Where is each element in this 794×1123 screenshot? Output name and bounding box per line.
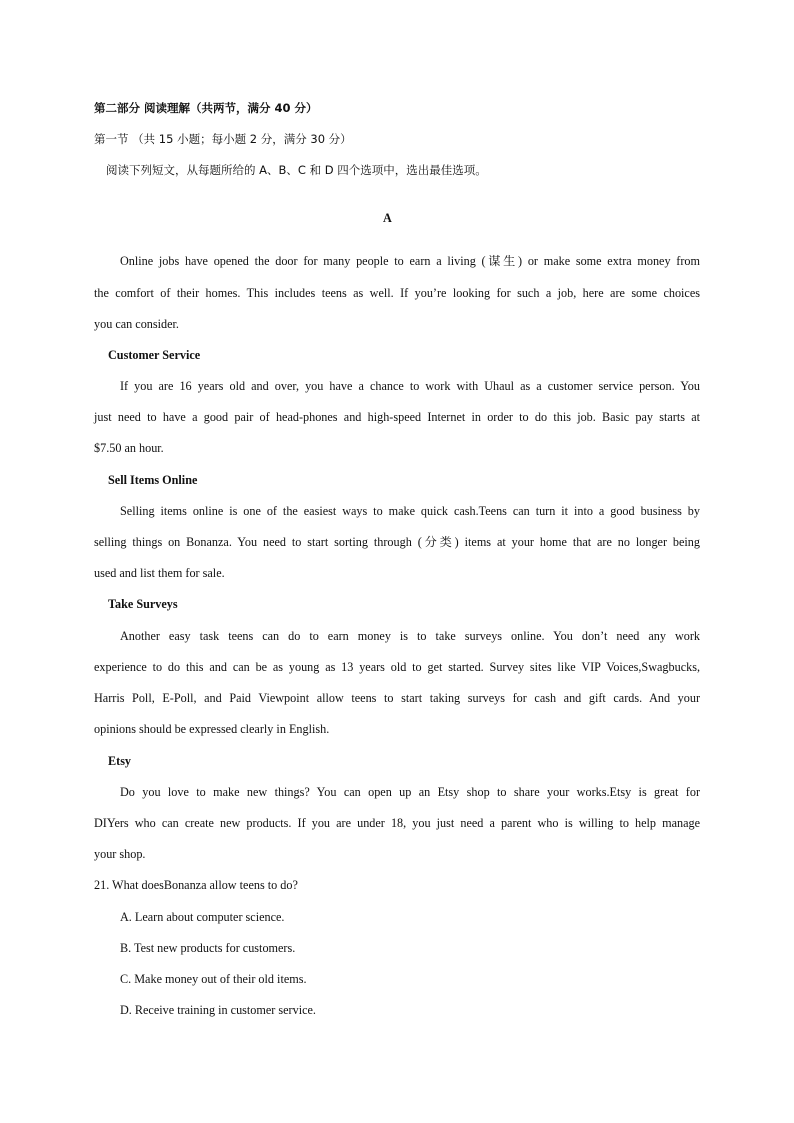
sell-items-line-2: selling things on Bonanza. You need to start sorting through (分类) items at your home that are no longer being xyxy=(94,535,700,549)
customer-service-line-1: If you are 16 years old and over, you have a chance to work with Uhaul as a customer service person. You xyxy=(120,379,700,393)
customer-service-line-2: just need to have a good pair of head-phones and high-speed Internet in order to do this job. Basic pay starts at xyxy=(94,410,700,424)
sell-items-line-3: used and list them for sale. xyxy=(94,566,225,580)
instruction: 阅读下列短文，从每题所给的 A、B、C 和 D 四个选项中，选出最佳选项。 xyxy=(106,163,487,177)
option-d: D. Receive training in customer service. xyxy=(120,1003,316,1017)
surveys-line-2: experience to do this and can be as young as 13 years old to get started. Survey sites like VIP Voices,Swagbucks, xyxy=(94,660,700,674)
etsy-line-1: Do you love to make new things? You can open up an Etsy shop to share your works.Etsy is great for xyxy=(120,785,700,799)
surveys-line-4: opinions should be expressed clearly in English. xyxy=(94,722,330,736)
section-heading-customer-service: Customer Service xyxy=(108,348,201,362)
section-heading-sell-items: Sell Items Online xyxy=(108,473,198,487)
section-heading-etsy: Etsy xyxy=(108,754,132,768)
intro-line-3: you can consider. xyxy=(94,317,179,331)
part-title: 第二部分 阅读理解（共两节，满分 40 分） xyxy=(94,101,318,115)
etsy-line-2: DIYers who can create new products. If you are under 18, you just need a parent who is willing to help manage xyxy=(94,816,700,830)
customer-service-line-3: $7.50 an hour. xyxy=(94,441,164,455)
section-title: 第一节 （共 15 小题；每小题 2 分，满分 30 分） xyxy=(94,132,352,146)
question-stem: 21. What doesBonanza allow teens to do? xyxy=(94,878,298,892)
section-heading-take-surveys: Take Surveys xyxy=(108,597,178,611)
sell-items-line-1: Selling items online is one of the easiest ways to make quick cash.Teens can turn it into a good business by xyxy=(120,504,700,518)
intro-line-1: Online jobs have opened the door for many people to earn a living (谋生) or make some extra money from xyxy=(120,254,700,268)
option-b: B. Test new products for customers. xyxy=(120,941,296,955)
surveys-line-1: Another easy task teens can do to earn money is to take surveys online. You don’t need any work xyxy=(120,629,700,643)
option-a: A. Learn about computer science. xyxy=(120,910,285,924)
intro-line-2: the comfort of their homes. This includes teens as well. If you’re looking for such a job, here are some choices xyxy=(94,286,700,300)
option-c: C. Make money out of their old items. xyxy=(120,972,307,986)
surveys-line-3: Harris Poll, E-Poll, and Paid Viewpoint allow teens to start taking surveys for cash and gift cards. And your xyxy=(94,691,700,705)
passage-label: A xyxy=(383,211,392,225)
etsy-line-3: your shop. xyxy=(94,847,146,861)
